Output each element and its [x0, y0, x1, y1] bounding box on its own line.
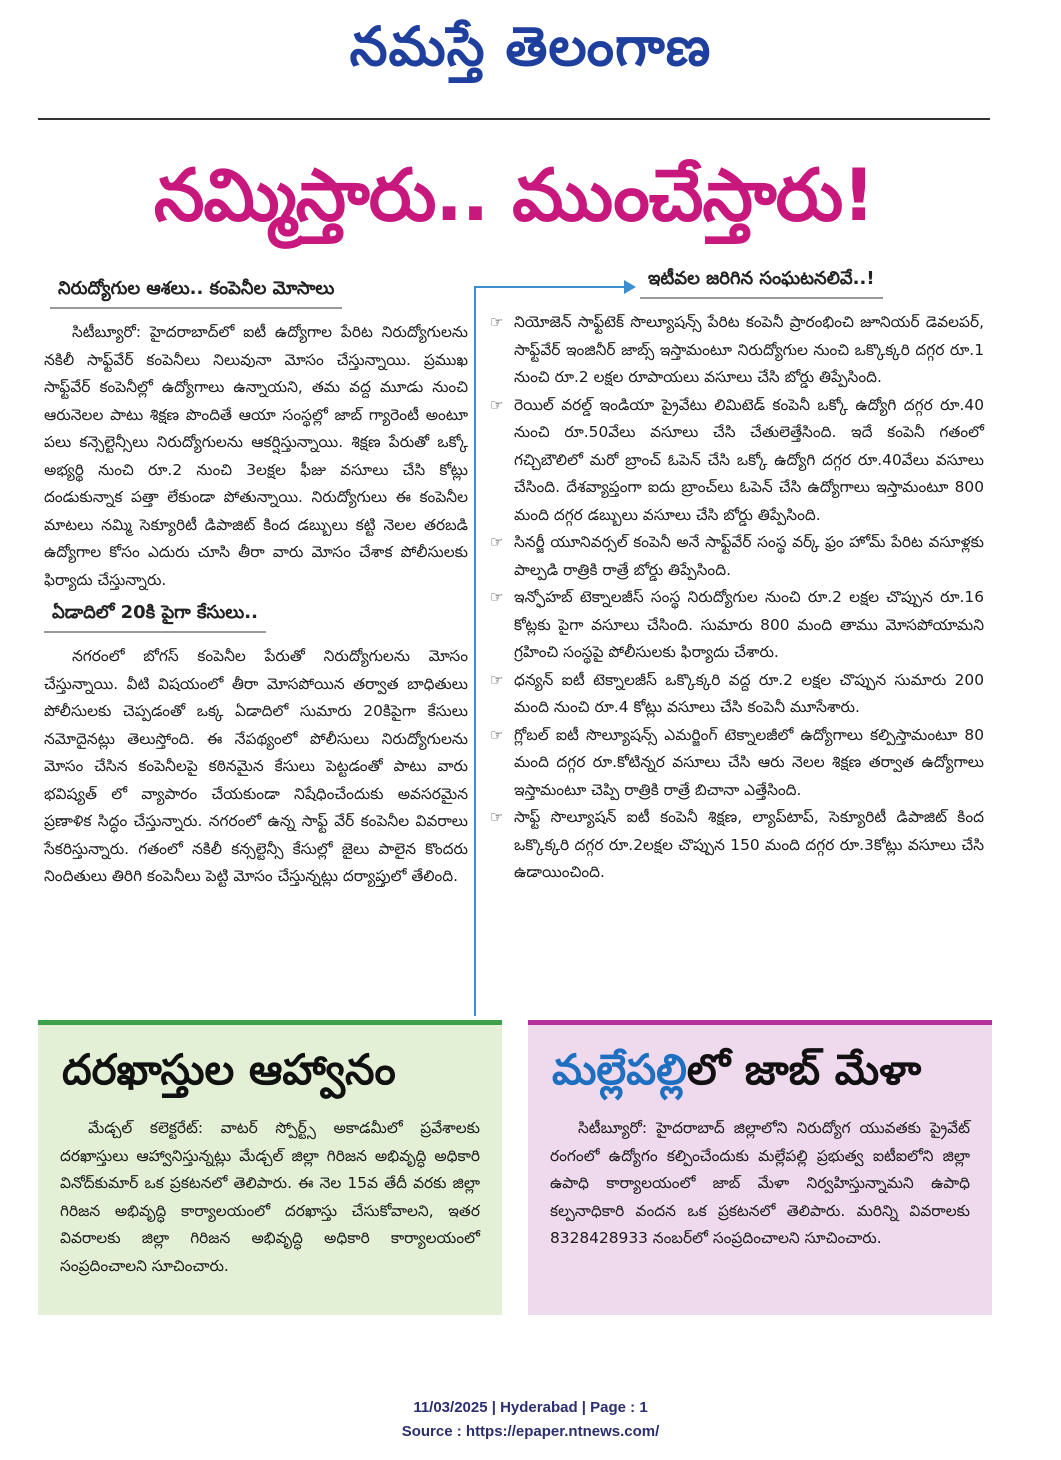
list-item [490, 722, 984, 805]
list-item [490, 392, 984, 530]
cases-subheading: ఏడాదిలో 20కి పైగా కేసులు.. [44, 602, 266, 633]
list-item-text: సాఫ్ట్ సొల్యూషన్ ఐటీ కంపెనీ శిక్షణ, ల్యాప్‌టాప్, సెక్యూరిటీ డిపాజిట్ కింద ఒక్కొక్కరి దగ్గర రూ.2లక్షల చొప్పున 150 మంది దగ్గర రూ.3కోట్లు వసూలు చేసి ఉడాయించింది. [514, 808, 984, 881]
list-item [490, 584, 984, 667]
main-headline: నమ్మిస్తారు.. ముంచేస్తారు! [153, 153, 875, 237]
list-item-text: సినర్జీ యూనివర్సల్ కంపెనీ అనే సాఫ్ట్‌వేర్ సంస్థ వర్క్ ఫ్రం హోమ్ పేరిట వసూళ్లకు పాల్పడి రాత్రికి రాత్రే బోర్డు తిప్పేసింది. [514, 533, 984, 579]
list-item [490, 529, 984, 584]
masthead-divider [38, 118, 990, 120]
job-mela-text: సిటీబ్యూరో: హైదరాబాద్ జిల్లాలోని నిరుద్యోగ యువతకు ప్రైవేట్ రంగంలో ఉద్యోగం కల్పించేందుకు మల్లేపల్లి ప్రభుత్వ ఐటీఐలోని జిల్లా ఉపాధి కార్యాలయంలో జాబ్ మేళా నిర్వహిస్తున్నామని ఉపాధి కల్పనాధికారి వందన ఒక ప్రకటనలో తెలిపారు. మరిన్ని వివరాలకు 8328428933 నంబర్‌లో సంప్రదించాలని సూచించారు. [550, 1119, 970, 1247]
masthead-logo: నమస్తే తెలంగాణ [349, 14, 712, 78]
connector-vertical-line [474, 286, 476, 1016]
pointing-hand-icon: ☞ [490, 725, 504, 744]
job-mela-title [528, 1025, 992, 1115]
pointing-hand-icon: ☞ [490, 670, 504, 689]
footer-source-link[interactable]: Source : https://epaper.ntnews.com/ [401, 1423, 660, 1440]
list-item [490, 667, 984, 722]
list-item-text: ధన్యన్ ఐటీ టెక్నాలజీస్ ఒక్కొక్కరి వద్ద రూ.2 లక్షల చొప్పున సుమారు 200 మంది నుంచి రూ.4 కోట్లు వసూలు చేసి కంపెనీ మూసేశారు. [514, 670, 984, 716]
pointing-hand-icon: ☞ [490, 533, 504, 551]
incidents-subheading: ఇటీవల జరిగిన సంఘటనలివే..! [640, 268, 883, 299]
pointing-hand-icon: ☞ [490, 808, 504, 826]
list-item [490, 309, 984, 392]
list-item-text: నియోజెన్ సాఫ్ట్‌టెక్ సొల్యూషన్స్ పేరిట కంపెనీ ప్రారంభించి జూనియర్ డెవలపర్, సాఫ్ట్‌వేర్ ఇంజినీర్ జాబ్స్ ఇస్తామంటూ నిరుద్యోగుల నుంచి ఒక్కొక్కరి దగ్గర రూ.1 నుంచి రూ.2 లక్షల రూపాయలు వసూలు చేసి బోర్డు తిప్పేసింది. [514, 313, 984, 386]
page-footer [0, 1396, 1061, 1444]
pointing-hand-icon: ☞ [490, 588, 504, 606]
list-item-text: గ్లోబల్ ఐటీ సొల్యూషన్స్ ఎమర్జింగ్ టెక్నాలజీలో ఉద్యోగాలు కల్పిస్తామంటూ 80 మంది దగ్గర రూ.కోటిన్నర వసూలు చేసి ఆరు నెలల శిక్షణ తర్వాత ఉద్యోగాలు ఇస్తామంటూ చెప్పి రాత్రికి రాత్రే బిచానా ఎత్తేసింది. [514, 725, 984, 799]
pointing-hand-icon: ☞ [490, 313, 504, 331]
list-item-text: రెయిల్ వరల్డ్ ఇండియా ప్రైవేటు లిమిటెడ్ కంపెనీ ఒక్కో ఉద్యోగి దగ్గర రూ.40 నుంచి రూ.50వేలు వసూలు చేసి చేతులెత్తేసింది. ఇదే కంపెనీ గతంలో గచ్చిబౌలిలో మరో బ్రాంచ్ ఓపెన్ చేసి ఒక్కో ఉద్యోగి దగ్గర రూ.40వేలు వసూలు చేసింది. దేశవ్యాప్తంగా ఐదు బ్రాంచ్‌లు ఓపెన్ చేసి ఉద్యోగాలు ఇస్తామంటూ 800 మంది దగ్గర డబ్బులు వసూలు చేసి బోర్డు తిప్పేసింది. [514, 395, 984, 524]
job-mela-title-rest: లో జాబ్ మేళా [686, 1045, 922, 1094]
list-item [490, 804, 984, 887]
job-mela-title-place: మల్లేపల్లి [552, 1045, 687, 1094]
applications-notice-text: మేడ్చల్ కలెక్టరేట్: వాటర్ స్పోర్ట్స్ అకాడమీలో ప్రవేశాలకు దరఖాస్తులు ఆహ్వానిస్తున్నట్లు మేడ్చల్ జిల్లా గిరిజన అభివృద్ధి అధికారి వినోద్‌కుమార్ ఒక ప్రకటనలో తెలిపారు. ఈ నెల 15వ తేదీ వరకు జిల్లా గిరిజన అభివృద్ధి కార్యాలయంలో దరఖాస్తు చేసుకోవాలని, ఇతర వివరాలకు జిల్లా గిరిజన అభివృద్ధి అధికారి కార్యాలయంలో సంప్రదించాలని సూచించారు. [60, 1119, 480, 1275]
left-paragraph-1: సిటీబ్యూరో: హైదరాబాద్‌లో ఐటీ ఉద్యోగాల పేరిట నిరుద్యోగులను నకిలీ సాఫ్ట్‌వేర్ కంపెనీలు నిలువునా మోసం చేస్తున్నాయి. ప్రముఖ సాఫ్ట్‌వేర్ కంపెనీల్లో ఉద్యోగాలు ఉన్నాయని, తమ వద్ద మూడు నుంచి ఆరునెలల పాటు శిక్షణ పొందితే ఆయా సంస్థల్లో జాబ్ గ్యారెంటీ అంటూ పలు కన్సెల్టెన్సీలు నిరుద్యోగులను ఆకర్షిస్తున్నాయి. శిక్షణ పేరుతో ఒక్కో అభ్యర్థి నుంచి రూ.2 నుంచి 3లక్షల ఫీజు వసూలు చేసి కోట్లు దండుకున్నాక పత్తా లేకుండా పోతున్నాయి. నిరుద్యోగులు ఈ కంపెనీల మాటలు నమ్మి సెక్యూరిటీ డిపాజిట్ కింద డబ్బులు కట్టి నెలల తరబడి ఉద్యోగాల కోసం ఎదురు చూసి తీరా వారు మోసం చేశాక పోలీసులకు ఫిర్యాదు చేస్తున్నారు. [44, 323, 468, 589]
left-paragraph-2: నగరంలో బోగస్ కంపెనీల పేరుతో నిరుద్యోగులను మోసం చేస్తున్నాయి. వీటి విషయంలో తీరా మోసపోయిన తర్వాత బాధితులు పోలీసులకు చెప్పడంతో ఒక్క ఏడాదిలో సుమారు 20కిపైగా కేసులు నమోదైనట్లు తెలుస్తోంది. ఈ నేపథ్యంలో పోలీసులు నిరుద్యోగులను మోసం చేసిన కంపెనీలపై కఠినమైన కేసులు పెట్టడంతో పాటు వారు భవిష్యత్ లో వ్యాపారం చేయకుండా నిషేధించేందుకు అవసరమైన ప్రణాళిక సిద్ధం చేస్తున్నారు. నగరంలో ఉన్న సాఫ్ట్ వేర్ కంపెనీల వివరాలు సేకరిస్తున్నారు. గతంలో నకిలీ కన్సల్టెన్సీ కేసుల్లో జైలు పాలైన కొందరు నిందితులు తిరిగి కంపెనీలు పెట్టి మోసం చేస్తున్నట్లు దర్యాప్తులో తేలింది. [44, 647, 468, 885]
job-mela-box [528, 1020, 992, 1315]
pointing-hand-icon: ☞ [490, 395, 504, 414]
list-item-text: ఇన్ఫోహబ్ టెక్నాలజీస్ సంస్థ నిరుద్యోగుల నుంచి రూ.2 లక్షల చొప్పున రూ.16 కోట్లకు పైగా వసూలు చేసింది. సుమారు 800 మంది తాము మోసపోయామని గ్రహించి సంస్థపై పోలీసులకు ఫిర్యాదు చేశారు. [514, 588, 984, 661]
applications-notice-title: దరఖాస్తుల ఆహ్వానం [62, 1045, 396, 1094]
right-article-column [490, 268, 984, 887]
footer-date-line: 11/03/2025 | Hyderabad | Page : 1 [413, 1399, 648, 1416]
left-article-column [44, 278, 468, 891]
applications-notice-box [38, 1020, 502, 1315]
incidents-list [490, 309, 984, 887]
left-subheading: నిరుద్యోగుల ఆశలు.. కంపెనీల మోసాలు [50, 278, 342, 309]
